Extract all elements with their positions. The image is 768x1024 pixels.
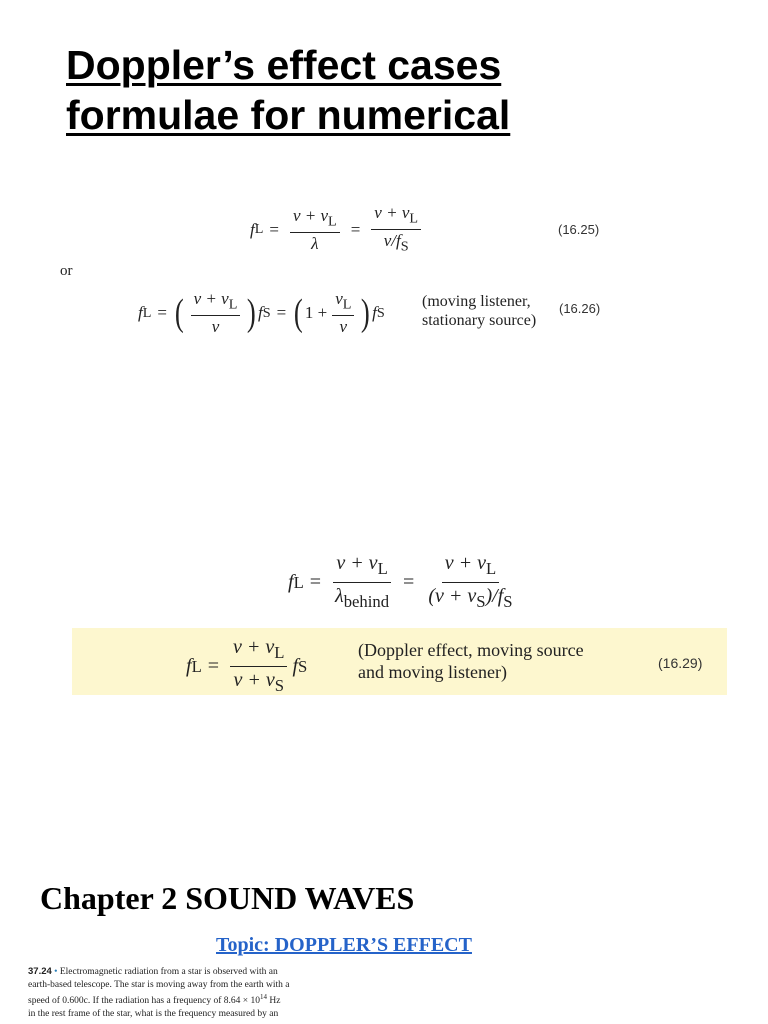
- equation-number: (16.25): [558, 222, 600, 237]
- page-title: Doppler’s effect cases formulae for numerical: [66, 42, 511, 138]
- topic-link[interactable]: Topic: DOPPLER’S EFFECT: [216, 934, 472, 956]
- equation-note-highlight: (Doppler effect, moving source and moving listener): [358, 640, 584, 682]
- equation-note: (moving listener, stationary source): [422, 293, 537, 329]
- or-text: or: [60, 263, 73, 279]
- equation-number: (16.26): [559, 301, 601, 316]
- problem-37-24: 37.24 • Electromagnetic radiation from a star is observed with an earth-based telescope. The star is moving away from the earth with a speed of 0.600c. If the radiation has a frequency of $8.64 \times 10^{14}$ Hz in the rest frame of the star, what is the frequency measured by an: [28, 966, 290, 1019]
- chapter-heading: Chapter 2 SOUND WAVES: [40, 880, 415, 916]
- equation-number: (16.29): [658, 655, 703, 671]
- equation-lambda-behind: f L = $\frac{v + v_L}{\lambda_{behind}}$ = $\frac{v + v_L}{(v + v_S)/f_S}$: [288, 552, 513, 611]
- equation-16-26: f L = ( $\frac{v + v_L}{v}$ ) f S = ( 1 + $\frac{v_L}{v}$ ) f S: [138, 289, 385, 337]
- equation-16-29: f L = $\frac{v + v_L}{v + v_S}$ f S: [186, 636, 308, 695]
- equation-16-25: f L = $\frac{v + v_L}{\lambda}$ = $\frac{v + v_L}{v/f_S}$: [250, 204, 426, 256]
